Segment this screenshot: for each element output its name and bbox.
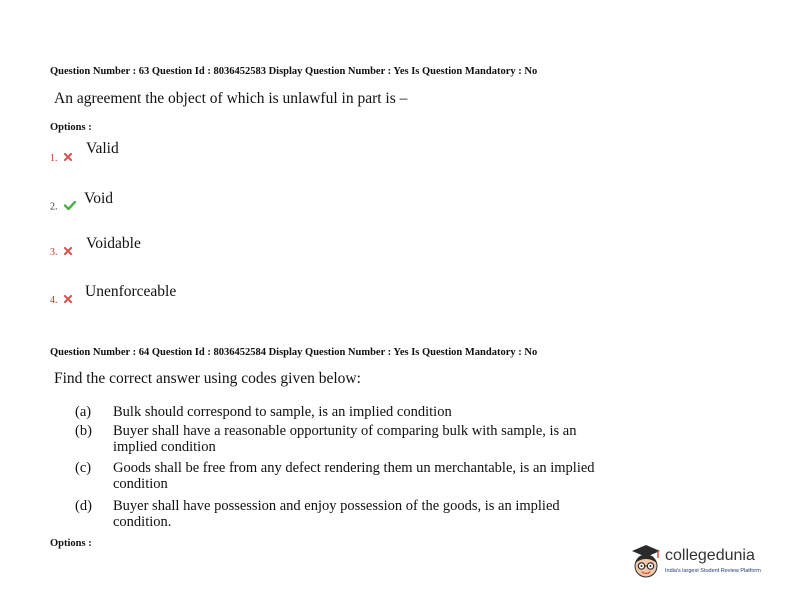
option-number-text: 4.: [50, 295, 58, 306]
clause-letter: (b): [75, 423, 92, 439]
clause-text: Buyer shall have possession and enjoy possession of the goods, is an implied condition.: [113, 498, 560, 530]
option-number: [50, 247, 72, 258]
question-header: Question Number : 64 Question Id : 8036452584 Display Question Number : Yes Is Question Mandatory : No: [50, 347, 538, 358]
clause-item: [75, 423, 620, 455]
option-text: Voidable: [86, 235, 141, 252]
question-text: Find the correct answer using codes given below:: [54, 370, 361, 387]
checkmark-icon: [64, 201, 76, 213]
cross-icon: [64, 153, 72, 164]
clause-text: Bulk should correspond to sample, is an implied condition: [113, 404, 452, 420]
option-text: Valid: [86, 140, 119, 157]
mascot-icon: [628, 542, 664, 584]
option-number: [50, 153, 72, 164]
options-label: Options :: [50, 122, 92, 133]
option-number-text: 1.: [50, 153, 58, 164]
logo-name: collegedunia: [665, 547, 755, 564]
clause-text: Goods shall be free from any defect rendering them un merchantable, is an implied condition: [113, 460, 595, 492]
clause-item: [75, 460, 620, 492]
cross-icon: [64, 295, 72, 306]
logo-tagline: India's largest Student Review Platform: [665, 568, 761, 574]
clause-letter: (a): [75, 404, 92, 420]
question-header: Question Number : 63 Question Id : 8036452583 Display Question Number : Yes Is Question Mandatory : No: [50, 66, 538, 77]
options-label: Options :: [50, 538, 92, 549]
option-number: [50, 295, 72, 306]
clause-item: [75, 498, 620, 530]
question-text: An agreement the object of which is unlawful in part is –: [54, 90, 408, 107]
option-text: Void: [84, 190, 114, 207]
option-number: [50, 201, 76, 213]
clause-text: Buyer shall have a reasonable opportunity of comparing bulk with sample, is an implied condition: [113, 423, 577, 455]
option-number-text: 3.: [50, 247, 58, 258]
clause-letter: (c): [75, 460, 92, 476]
clause-letter: (d): [75, 498, 92, 514]
clause-item: [75, 404, 620, 420]
cross-icon: [64, 247, 72, 258]
collegedunia-logo: [628, 542, 780, 586]
option-number-text: 2.: [50, 201, 58, 213]
option-text: Unenforceable: [85, 283, 177, 300]
